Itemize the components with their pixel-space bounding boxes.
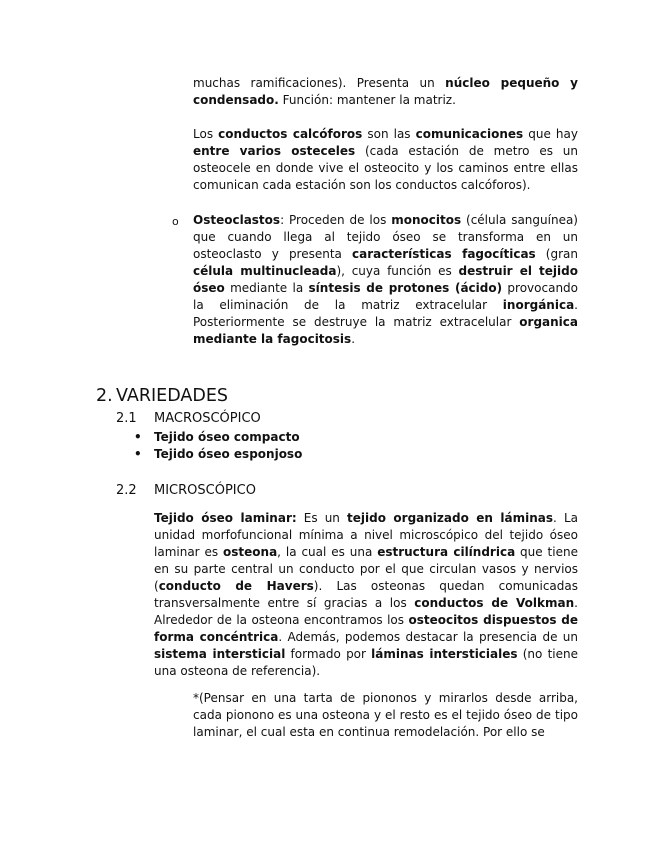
bold-term: célula multinucleada [193, 264, 337, 278]
bullet-icon: • [134, 447, 142, 461]
text-run: mediante la [224, 281, 309, 295]
text-run: que hay [523, 127, 578, 141]
text-run: . Posteriormente se destruye la matriz extracelular [193, 298, 578, 329]
text-run: : Proceden de los [280, 213, 392, 227]
bold-term: osteocitos dispuestos de forma concéntrica [154, 613, 578, 644]
section-number: 2. [96, 386, 113, 406]
bold-term: núcleo pequeño y condensado. [193, 76, 578, 107]
text-run: *(Pensar en una tarta de piononos y mirarlos desde arriba, cada pionono es una osteona y el resto es el tejido óseo de tipo laminar, el cual esta en continua remodelación. Por ello se [193, 691, 578, 739]
text-run: Es un [296, 511, 348, 525]
list-item-text: Tejido óseo compacto [154, 430, 300, 444]
bold-term: destruir el tejido óseo [193, 264, 578, 295]
text-run: . [351, 332, 356, 346]
bold-term: tejido organizado en láminas [347, 511, 554, 525]
text-run: (no tiene una osteona de referencia). [154, 647, 578, 678]
paragraph-osteocito-function [193, 75, 578, 109]
paragraph-note-piononos [193, 690, 578, 741]
bold-term: estructura cilíndrica [377, 545, 516, 559]
bold-term: sistema intersticial [154, 647, 286, 661]
text-run: ), cuya función es [336, 264, 459, 278]
bold-term: osteona [223, 545, 278, 559]
bold-term: monocitos [391, 213, 462, 227]
text-run: . Además, podemos destacar la presencia de un [278, 630, 578, 644]
text-run: (gran [535, 247, 578, 261]
text-run: son las [362, 127, 416, 141]
subsection-title: MACROSCÓPICO [154, 411, 261, 426]
bold-term: síntesis de protones (ácido) [308, 281, 503, 295]
bold-term: láminas intersticiales [371, 647, 518, 661]
text-run: Función: mantener la matriz. [278, 93, 456, 107]
section-heading-variedades [96, 386, 228, 406]
paragraph-tejido-oseo-laminar [154, 510, 578, 680]
text-run: Los [193, 127, 219, 141]
bold-term: conductos calcóforos [218, 127, 363, 141]
section-title: VARIEDADES [116, 386, 228, 406]
bold-term: comunicaciones [415, 127, 524, 141]
list-item-text: Tejido óseo esponjoso [154, 447, 303, 461]
text-run: . La unidad morfofuncional mínima a nivel microscópico del tejido óseo laminar es [154, 511, 578, 559]
bold-term: Osteoclastos [193, 213, 281, 227]
bold-term: inorgánica [502, 298, 575, 312]
circle-bullet-icon: o [172, 215, 179, 228]
bold-term: Tejido óseo laminar: [154, 511, 297, 525]
paragraph-osteoclastos [193, 212, 578, 348]
text-run: (célula sanguínea) que cuando llega al tejido óseo se transforma en un osteoclasto y presenta [193, 213, 578, 261]
bold-term: conductos de Volkman [414, 596, 575, 610]
text-run: formado por [285, 647, 372, 661]
subsection-number: 2.1 [116, 411, 137, 426]
text-run: , la cual es una [277, 545, 378, 559]
text-run: provocando la eliminación de la matriz extracelular [193, 281, 579, 312]
bold-term: conducto de Havers [158, 579, 314, 593]
text-run: ). Las osteonas quedan comunicadas transversalmente entre sí gracias a los [154, 579, 579, 610]
paragraph-conductos-calcoforos [193, 126, 578, 194]
bold-term: entre varios osteceles [193, 144, 356, 158]
subsection-title: MICROSCÓPICO [154, 483, 256, 498]
bold-term: características fagocíticas [352, 247, 536, 261]
bullet-icon: • [134, 430, 142, 444]
bold-term: organica mediante la fagocitosis [193, 315, 578, 346]
text-run: . Alrededor de la osteona encontramos los [154, 596, 578, 627]
subsection-number: 2.2 [116, 483, 137, 498]
text-run: (cada estación de metro es un osteocele en donde vive el osteocito y los caminos entre ellas comunican cada estación son los conductos calcóforos). [193, 144, 579, 192]
text-run: muchas ramificaciones). Presenta un [193, 76, 446, 90]
text-run: que tiene en su parte central un conducto por el que circulan vasos y nervios ( [154, 545, 578, 593]
